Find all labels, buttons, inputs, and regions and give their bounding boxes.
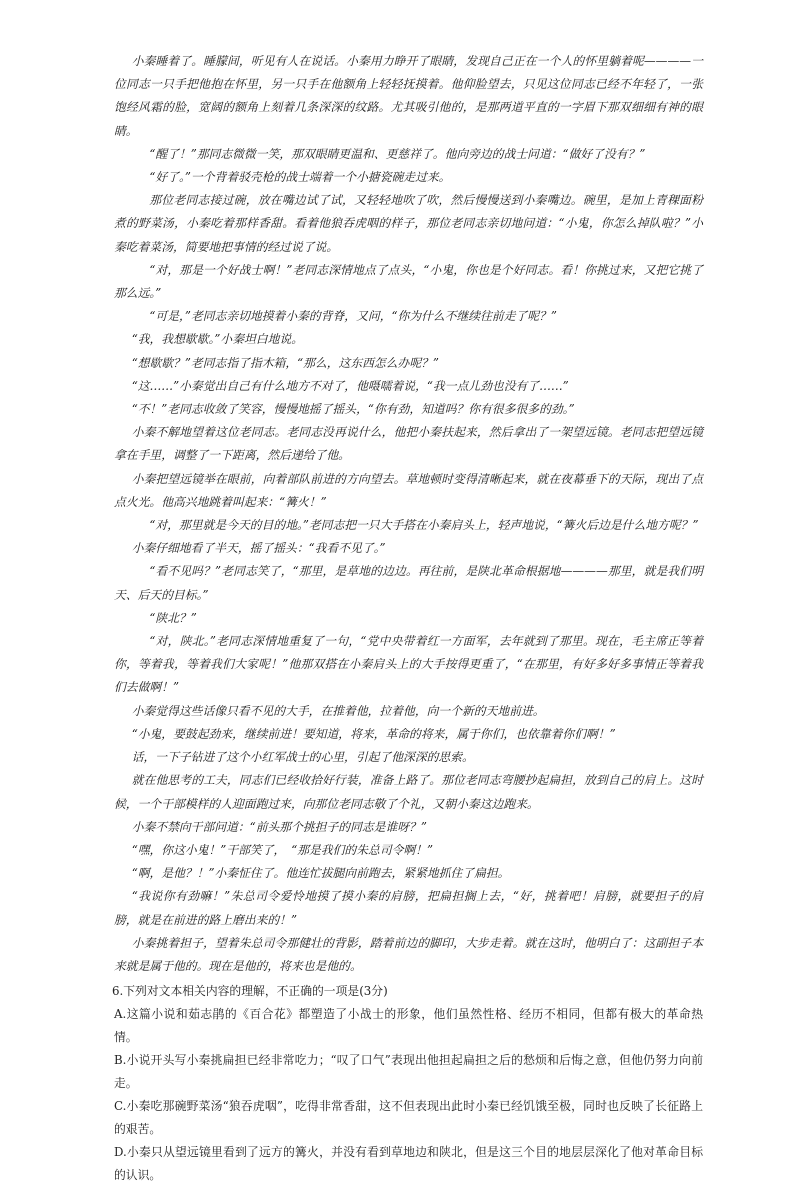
- story-paragraph: “小鬼，要鼓起劲来，继续前进！要知道，将来，革命的将来，属于你们，也依靠着你们啊！”: [131, 726, 616, 741]
- story-text: [114, 50, 703, 978]
- option-c: C.小秦吃那碗野菜汤“狼吞虎咽”，吃得非常香甜，这不但表现出此时小秦已经饥饿至极，同时也反映了长征路上的艰苦。: [114, 1099, 703, 1137]
- story-paragraph: 话，一下子钻进了这个小红军战士的心里，引起了他深深的思索。: [131, 750, 474, 765]
- story-paragraph: “不！”老同志收敛了笑容，慢慢地摇了摇头，“你有劲，知道吗？你有很多很多的劲。”: [131, 402, 575, 417]
- story-paragraph: “我，我想歇歇。”小秦坦白地说。: [131, 332, 304, 347]
- story-paragraph: “这……”小秦觉出自己有什么地方不对了，他嗫嚅着说，“我一点儿劲也没有了……”: [131, 378, 569, 393]
- option-b: B.小说开头写小秦挑扁担已经非常吃力；“叹了口气”表现出他担起扁担之后的愁烦和后悔之意，但他仍努力向前走。: [114, 1053, 703, 1091]
- story-paragraph: “对，那里就是今天的目的地。”老同志把一只大手搭在小秦肩头上，轻声地说，“篝火后边是什么地方呢？”: [149, 518, 699, 533]
- story-paragraph: 就在他思考的工夫，同志们已经收拾好行装，准备上路了。那位老同志弯腰抄起扁担，放到自己的肩上。这时候，一个干部模样的人迎面跑过来，向那位老同志敬了个礼，又朝小秦这边跑来。: [114, 773, 703, 811]
- story-paragraph: 小秦把望远镜举在眼前，向着部队前进的方向望去。草地顿时变得清晰起来，就在夜幕垂下的天际，现出了点点火光。他高兴地跳着叫起来：“篝火！”: [114, 471, 703, 509]
- story-paragraph: “嘿，你这小鬼！”干部笑了， “那是我们的朱总司令啊！”: [131, 842, 434, 857]
- story-paragraph: 那位老同志接过碗，放在嘴边试了试，又轻轻地吹了吹，然后慢慢送到小秦嘴边。碗里，是加上青稞面粉煮的野菜汤，小秦吃着那样香甜。看着他狼吞虎咽的样子，那位老同志亲切地问道：“小鬼，你怎么掉队啦？”小秦吃着菜汤，简要地把事情的经过说了说。: [114, 193, 703, 254]
- story-paragraph: “好了。”一个背着驳壳枪的战士端着一个小搪瓷碗走过来。: [149, 170, 451, 185]
- option-d: D.小秦只从望远镜里看到了远方的篝火，并没有看到草地边和陕北，但是这三个目的地层层深化了他对革命目标的认识。: [114, 1145, 703, 1183]
- option-a: A.这篇小说和茹志鹃的《百合花》都塑造了小战士的形象，他们虽然性格、经历不相同，但都有极大的革命热情。: [114, 1007, 703, 1045]
- story-paragraph: 小秦仔细地看了半天，摇了摇头：“我看不见了。”: [131, 541, 386, 556]
- question-stem: 6.下列对文本相关内容的理解，不正确的一项是(3分): [112, 984, 388, 999]
- story-paragraph: “想歇歇？”老同志指了指木箱，“那么，这东西怎么办呢？”: [131, 355, 439, 370]
- story-paragraph: “看不见吗？”老同志笑了，“那里，是草地的边边。再往前，是陕北革命根据地————那里，就是我们明天、后天的目标。”: [114, 564, 703, 602]
- story-paragraph: 小秦不禁向干部问道：“前头那个挑担子的同志是谁呀？”: [131, 819, 427, 834]
- story-paragraph: 小秦觉得这些话像只看不见的大手，在推着他，拉着他，向一个新的天地前进。: [131, 703, 545, 718]
- story-paragraph: “啊，是他？！”小秦怔住了。他连忙拔腿向前跑去，紧紧地抓住了扁担。: [131, 866, 510, 881]
- story-paragraph: 小秦不解地望着这位老同志。老同志没再说什么，他把小秦扶起来，然后拿出了一架望远镜。老同志把望远镜拿在手里，调整了一下距离，然后递给了他。: [114, 425, 703, 463]
- story-paragraph: “醒了！”那同志微微一笑，那双眼睛更温和、更慈祥了。他向旁边的战士问道：“做好了没有？”: [149, 146, 646, 161]
- story-paragraph: “对，陕北。”老同志深情地重复了一句，“党中央带着红一方面军，去年就到了那里。现在，毛主席正等着你，等着我，等着我们大家呢！”他那双搭在小秦肩头上的大手按得更重了，“在那里，有好多好多事情正等着我们去做啊！”: [114, 634, 703, 695]
- story-paragraph: “陕北？”: [149, 610, 197, 625]
- story-paragraph: “可是，”老同志亲切地摸着小秦的背脊，又问，“你为什么不继续往前走了呢？”: [149, 309, 557, 324]
- story-paragraph: 小秦睡着了。睡朦间，听见有人在说话。小秦用力睁开了眼睛，发现自己正在一个人的怀里躺着呢————一位同志一只手把他抱在怀里，另一只手在他额角上轻轻抚摸着。他仰脸望去，只见这位同志已经不年轻了，一张饱经风霜的脸，宽阔的额角上刻着几条深深的纹路。尤其吸引他的，是那两道平直的一字眉下那双细细有神的眼睛。: [114, 54, 703, 138]
- story-paragraph: 小秦挑着担子，望着朱总司令那健壮的背影，踏着前边的脚印，大步走着。就在这时，他明白了：这副担子本来就是属于他的。现在是他的，将来也是他的。: [114, 935, 703, 973]
- question-block: [114, 980, 703, 1187]
- story-paragraph: “我说你有劲嘛！”朱总司令爱怜地摸了摸小秦的肩膀，把扁担搁上去，“好，挑着吧！肩膀，就要担子的肩膀，就是在前进的路上磨出来的！”: [114, 889, 703, 927]
- story-paragraph: “对，那是一个好战士啊！”老同志深情地点了点头，“小鬼，你也是个好同志。看！你挑过来，又把它挑了那么远。”: [114, 262, 703, 301]
